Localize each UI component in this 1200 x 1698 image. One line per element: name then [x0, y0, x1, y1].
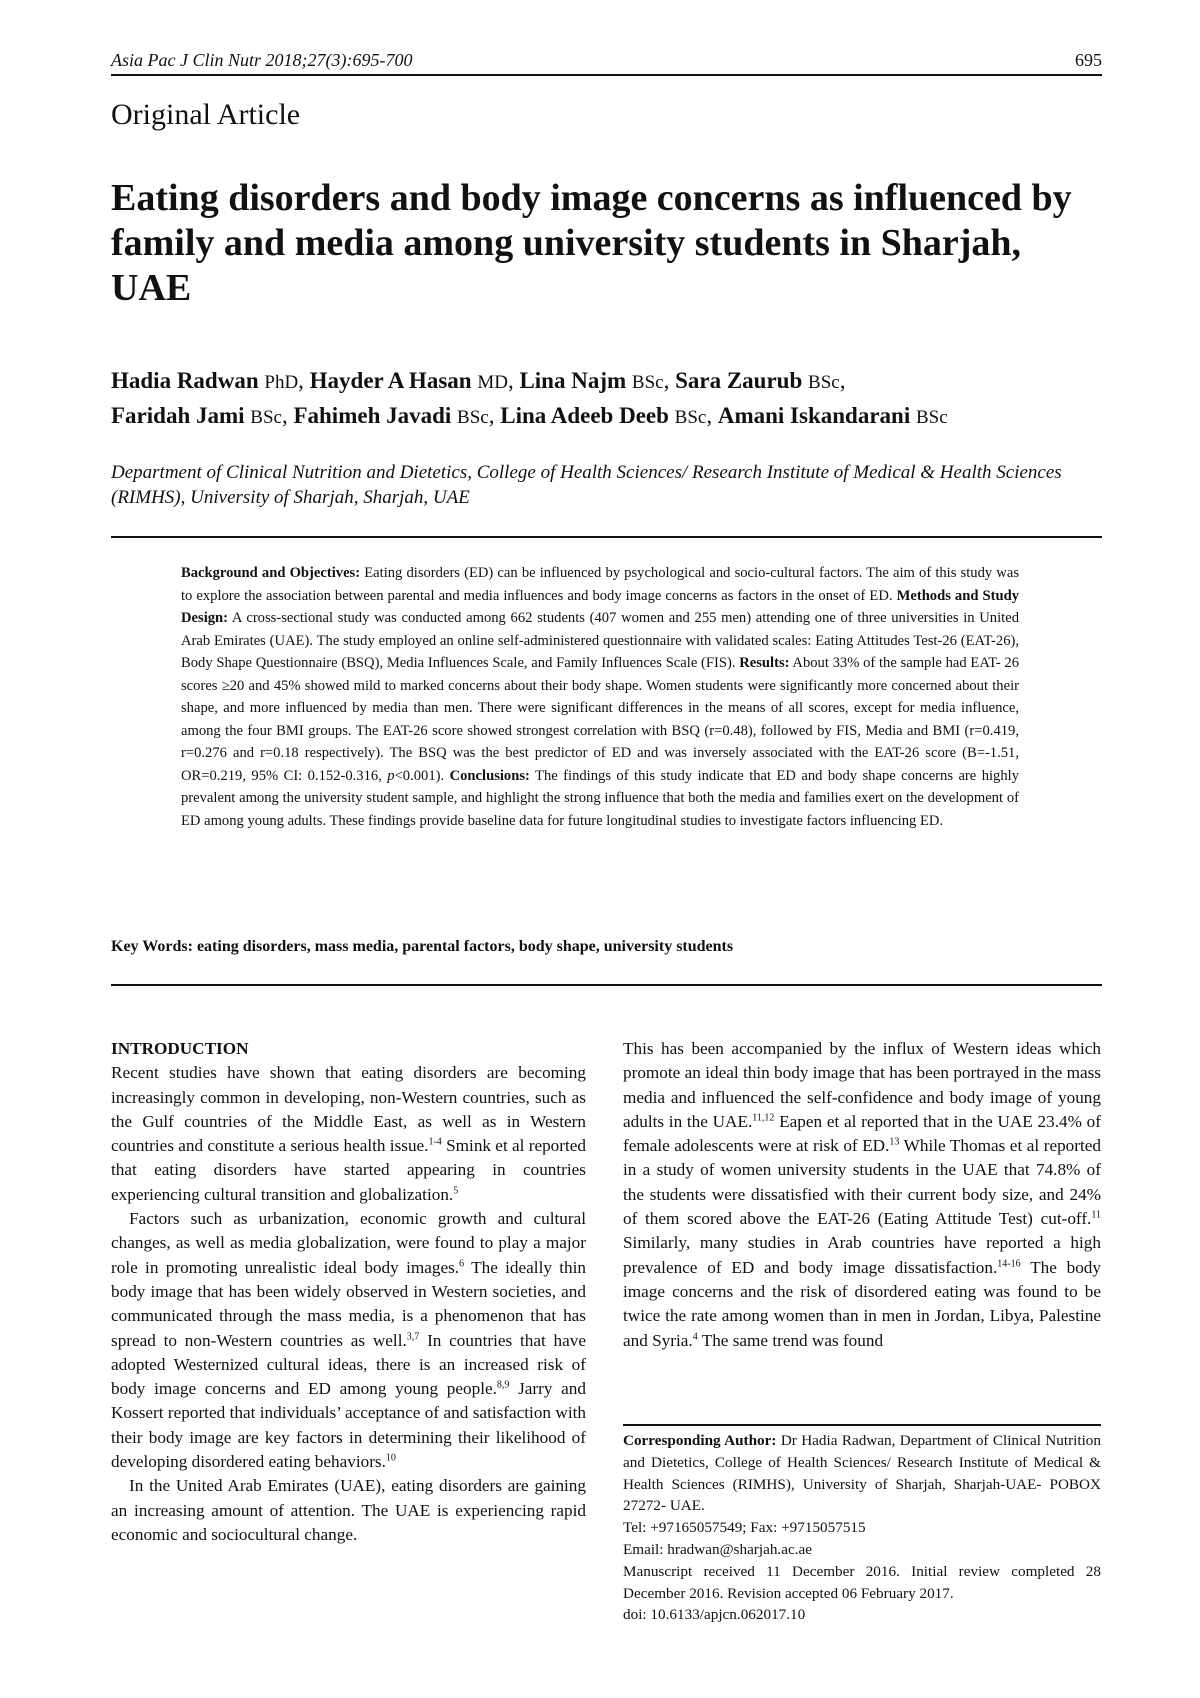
journal-citation: Asia Pac J Clin Nutr 2018;27(3):695-700	[111, 50, 413, 70]
article-doi: doi: 10.6133/apjcn.062017.10	[623, 1606, 806, 1624]
abstract-methods-label: Methods and Study Design:	[181, 587, 1019, 626]
author-name: Lina Najm	[519, 368, 627, 393]
page-number: 695	[1075, 50, 1102, 70]
citation-ref: 4	[692, 1330, 698, 1342]
author: Hayder A Hasan MD,	[309, 368, 520, 393]
citation-ref: 3,7	[406, 1330, 420, 1342]
abstract-background-text: Eating disorders (ED) can be influenced by psychological and socio-cultural factors. The aim of this study was to explore the association between parental and media influences and body image concerns as factors in the onset of ED.	[181, 565, 1020, 604]
contact-email: Email: hradwan@sharjah.ac.ae	[623, 1540, 812, 1558]
author-degree: BSc	[674, 407, 707, 428]
abstract-background-label: Background and Objectives:	[181, 565, 361, 581]
author-degree: PhD	[264, 372, 299, 393]
contact-phone-fax: Tel: +97165057549; Fax: +9715057515	[623, 1519, 866, 1537]
section-label: Original Article	[111, 98, 301, 131]
manuscript-dates: Manuscript received 11 December 2016. Initial review completed 28 December 2016. Revision accepted 06 February 2017.	[623, 1562, 1101, 1602]
author: Fahimeh Javadi BSc,	[293, 403, 501, 428]
corresponding-author	[623, 1430, 1101, 1517]
author-name: Hayder A Hasan	[309, 368, 472, 393]
introduction-heading: INTRODUCTION	[111, 1039, 249, 1058]
author-degree: BSc	[250, 407, 282, 428]
citation-ref: 8,9	[496, 1379, 510, 1391]
introduction-paragraph-4: This has been accompanied by the influx of Western ideas which promote an ideal thin body image that has been portrayed in the mass media and influenced the self-confidence and body image of young adults in the UAE.$^{11,12}$ Eapen et al reported that in the UAE 23.4% of female adolescents were at risk of ED.$^{13}$ While Thomas et al reported in a study of women university students in the UAE that 74.8% of the students were dissatisfied with their current body size, and 24% of them scored above the EAT-26 (Eating Attitude Test) cut-off.$^{11}$ Similarly, many studies in Arab countries have reported a high prevalence of ED and body image dissatisfaction.$^{14-16}$ The body image concerns and the risk of disordered eating was found to be twice the rate among women than in men in Jordan, Libya, Palestine and Syria.$^4$ The same trend was found	[623, 1039, 1101, 1350]
abstract-results-text: About 33% of the sample had EAT- 26 scores ≥20 and 45% showed mild to marked concerns about their body shape. Women students were significantly more concerned about their shape, and more influenced by media than men. There were significant differences in the means of all scores, except for media influence, among the four BMI groups. The EAT-26 score showed strongest correlation with BSQ (r=0.48), followed by FIS, Media and BMI (r=0.419, r=0.276 and r=0.18 respectively). The BSQ was the best predictor of ED and was inversely associated with the EAT-26 score (B=-1.51, OR=0.219, 95% CI: 0.152-0.316,	[181, 655, 1020, 784]
abstract-results-label: Results:	[739, 655, 790, 671]
author: Sara Zaurub BSc,	[675, 368, 846, 393]
abstract-top-rule	[111, 536, 1102, 538]
author-affiliation: Department of Clinical Nutrition and Dietetics, College of Health Sciences/ Research Institute of Medical & Health Sciences (RIMHS), University of Sharjah, Sharjah, UAE	[111, 462, 1062, 508]
correspondence-box	[623, 1430, 1101, 1626]
keywords-text: eating disorders, mass media, parental factors, body shape, university students	[196, 938, 734, 955]
introduction-paragraph-3: In the United Arab Emirates (UAE), eating disorders are gaining an increasing amount of attention. The UAE is experiencing rapid economic and sociocultural change.	[111, 1476, 586, 1544]
citation-ref: 11,12	[752, 1112, 775, 1124]
author	[718, 403, 948, 428]
author-name: Lina Adeeb Deeb	[500, 403, 669, 428]
author: Lina Najm BSc,	[519, 368, 676, 393]
body-column-right	[623, 1037, 1101, 1353]
author-name: Amani Iskandarani	[717, 403, 911, 428]
abstract-results-text-end: <0.001).	[394, 767, 450, 784]
author-degree: BSc	[808, 372, 840, 393]
citation-ref: 10	[385, 1452, 396, 1464]
introduction-paragraph-2: Factors such as urbanization, economic growth and cultural changes, as well as media globalization, were found to play a major role in promoting unrealistic ideal body images.$^6$ The ideally thin body image that has been widely observed in Western societies, and communicated through the mass media, is a phenomenon that has spread to non-Western countries as well.$^{3,7}$ In countries that have adopted Westernized cultural ideas, there is an increased risk of body image concerns and ED among young people.$^{8,9}$ Jarry and Kossert reported that individuals’ acceptance of and satisfaction with their body image are key factors in determining their likelihood of developing disordered eating behaviors.$^{10}$	[111, 1209, 587, 1472]
citation-ref: 14-16	[997, 1257, 1021, 1269]
author-degree: BSc	[457, 407, 489, 428]
abstract-methods-text: A cross-sectional study was conducted among 662 students (407 women and 255 men) attending one of three universities in United Arab Emirates (UAE). The study employed an online self-administered questionnaire with validated scales: Eating Attitudes Test-26 (EAT-26), Body Shape Questionnaire (BSQ), Media Influences Scale, and Family Influences Scale (FIS).	[181, 610, 1019, 671]
author-degree: BSc	[915, 407, 948, 428]
article-title: Eating disorders and body image concerns as influenced by family and media among university students in Sharjah, UAE	[111, 177, 1072, 309]
keywords	[111, 938, 1101, 956]
correspondence-rule	[623, 1424, 1101, 1426]
abstract	[181, 562, 1019, 832]
citation-ref: 1-4	[428, 1136, 442, 1148]
abstract-p-value-symbol: p	[387, 767, 395, 784]
author-name: Faridah Jami	[111, 403, 245, 428]
abstract-conclusions-text: The findings of this study indicate that ED and body shape concerns are highly prevalent among the university student sample, and highlight the strong influence that both the media and families exert on the development of ED among young adults. These findings provide baseline data for future longitudinal studies to investigate factors influencing ED.	[181, 767, 1019, 829]
introduction-paragraph-1: Recent studies have shown that eating disorders are becoming increasingly common in developing, non-Western countries, such as the Gulf countries of the Middle East, as well as in Western countries and constitute a serious health issue.$^{1-4}$ Smink et al reported that eating disorders have started appearing in countries experiencing cultural transition and globalization.$^5$	[111, 1063, 586, 1204]
citation-ref: 13	[889, 1136, 900, 1148]
citation-ref: 6	[459, 1257, 465, 1269]
author-name: Fahimeh Javadi	[293, 403, 452, 428]
corresponding-author-text: Dr Hadia Radwan, Department of Clinical Nutrition and Dietetics, College of Health Sciences/ Research Institute of Medical & Health Sciences (RIMHS), University of Sharjah, Sharjah-UAE- POBOX 27272- UAE.	[623, 1432, 1101, 1515]
author-degree: MD	[477, 372, 508, 393]
running-head	[111, 50, 1102, 71]
citation-ref: 11	[1091, 1209, 1101, 1221]
author: Lina Adeeb Deeb BSc,	[500, 403, 718, 428]
header-rule	[111, 74, 1102, 76]
author: Faridah Jami BSc,	[111, 403, 294, 428]
author-name: Sara Zaurub	[675, 368, 803, 393]
author-degree: BSc	[631, 372, 664, 393]
abstract-bottom-rule	[111, 984, 1102, 986]
author: Hadia Radwan PhD,	[111, 368, 310, 393]
keywords-label: Key Words:	[111, 938, 197, 955]
author-name: Hadia Radwan	[111, 368, 259, 393]
author-list	[111, 364, 1101, 434]
citation-ref: 5	[453, 1185, 459, 1197]
body-column-left	[111, 1037, 586, 1547]
abstract-conclusions-label: Conclusions:	[449, 767, 530, 784]
corresponding-author-label: Corresponding Author:	[623, 1432, 777, 1449]
